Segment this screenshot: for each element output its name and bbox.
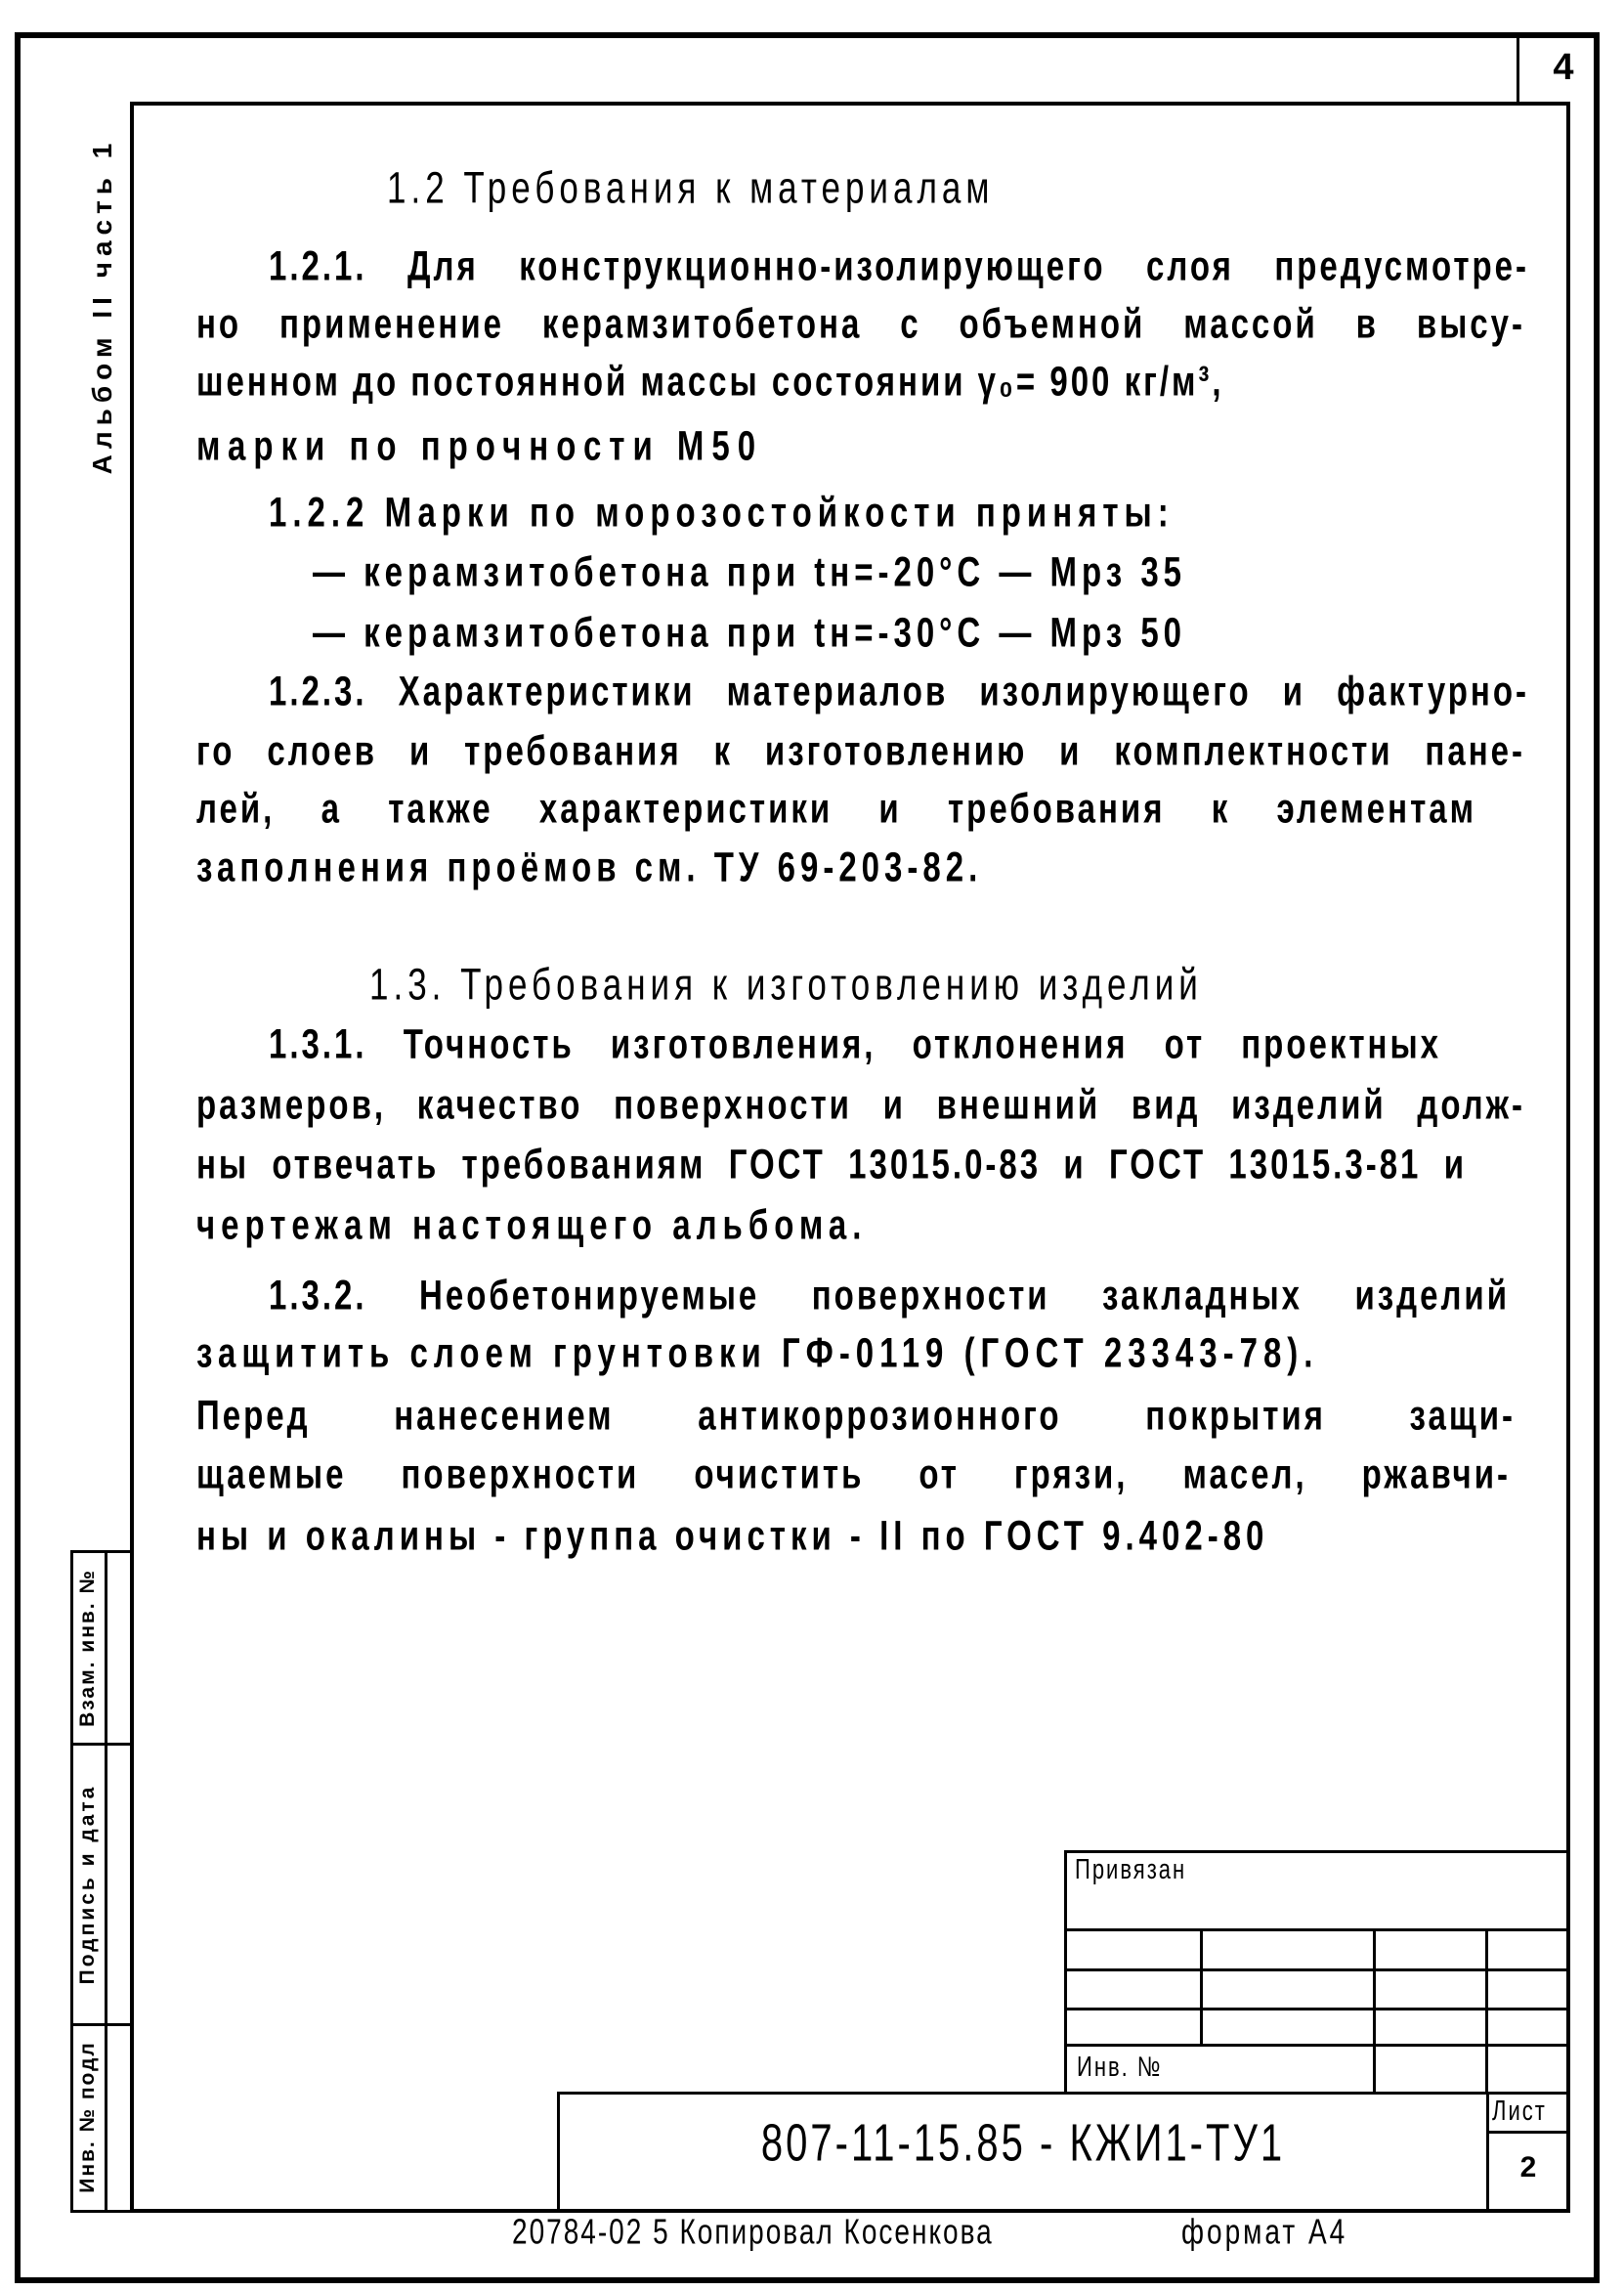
- text-line: го слоев и требования к изготовлению и комплектности пане-: [196, 726, 1525, 774]
- text-line: размеров, качество поверхности и внешний вид изделий долж-: [196, 1080, 1525, 1128]
- bound-label: Привязан: [1075, 1853, 1187, 1885]
- text-line: марки по прочности М50: [196, 421, 764, 469]
- page-number-divider: [1517, 32, 1519, 104]
- main-title-block: [557, 2092, 1570, 2213]
- text-line: шенном до постоянной массы состоянии γ₀= 900 кг/м³,: [196, 357, 1224, 405]
- text-line: щаемые поверхности очистить от грязи, масел, ржавчи-: [196, 1449, 1511, 1497]
- copy-info: 20784-02 5 Копировал Косенкова: [512, 2212, 994, 2252]
- text-line: ны и окалины - группа очистки - II по ГОСТ 9.402-80: [196, 1511, 1269, 1559]
- text-line: — керамзитобетона при tн=-20°С — Мрз 35: [313, 547, 1187, 595]
- album-label: Альбом II часть 1: [87, 137, 117, 475]
- text-line: защитить слоем грунтовки ГФ-0119 (ГОСТ 23343-78).: [196, 1328, 1319, 1376]
- text-line: 1.2.1. Для конструкционно-изолирующего слоя предусмотре-: [269, 241, 1529, 289]
- text-line: 1.3.2. Необетонируемые поверхности закладных изделий: [269, 1271, 1510, 1318]
- sheet-label: Лист: [1492, 2095, 1547, 2127]
- page-number: 4: [1553, 47, 1574, 88]
- text-line: заполнения проёмов см. ТУ 69-203-82.: [196, 843, 983, 890]
- stamp-inv-orig: [70, 2023, 130, 2213]
- section-heading-1-3: 1.3. Требования к изготовлению изделий: [369, 960, 1203, 1010]
- document-code: 807-11-15.85 - КЖИ1-ТУ1: [760, 2114, 1286, 2173]
- section-heading-1-2: 1.2 Требования к материалам: [387, 163, 995, 213]
- stamp-label: Подпись и дата: [76, 1784, 99, 1985]
- text-line: лей, а также характеристики и требования к элементам: [196, 784, 1476, 832]
- text-line: 1.3.1. Точность изготовления, отклонения от проектных: [269, 1019, 1441, 1067]
- text-line: ны отвечать требованиям ГОСТ 13015.0-83 и ГОСТ 13015.3-81 и: [196, 1140, 1467, 1188]
- text-line: 1.2.2 Марки по морозостойкости приняты:: [269, 488, 1175, 536]
- text-line: Перед нанесением антикоррозионного покрытия защи-: [196, 1391, 1516, 1439]
- text-line: — керамзитобетона при tн=-30°С — Мрз 50: [313, 608, 1187, 656]
- stamp-signature-date: [70, 1743, 130, 2026]
- text-line: 1.2.3. Характеристики материалов изолирующего и фактурно-: [269, 667, 1529, 714]
- stamp-label: Взам. инв. №: [76, 1569, 99, 1727]
- binding-block: [1064, 1850, 1570, 2095]
- stamp-replace-inv: [70, 1550, 130, 1746]
- sheet-number: 2: [1519, 2151, 1537, 2183]
- text-line: но применение керамзитобетона с объемной массой в высу-: [196, 299, 1525, 347]
- stamp-label: Инв. № подл: [76, 2041, 99, 2193]
- text-line: чертежам настоящего альбома.: [196, 1200, 868, 1248]
- format-label: формат А4: [1181, 2212, 1348, 2252]
- inv-label: Инв. №: [1077, 2051, 1163, 2083]
